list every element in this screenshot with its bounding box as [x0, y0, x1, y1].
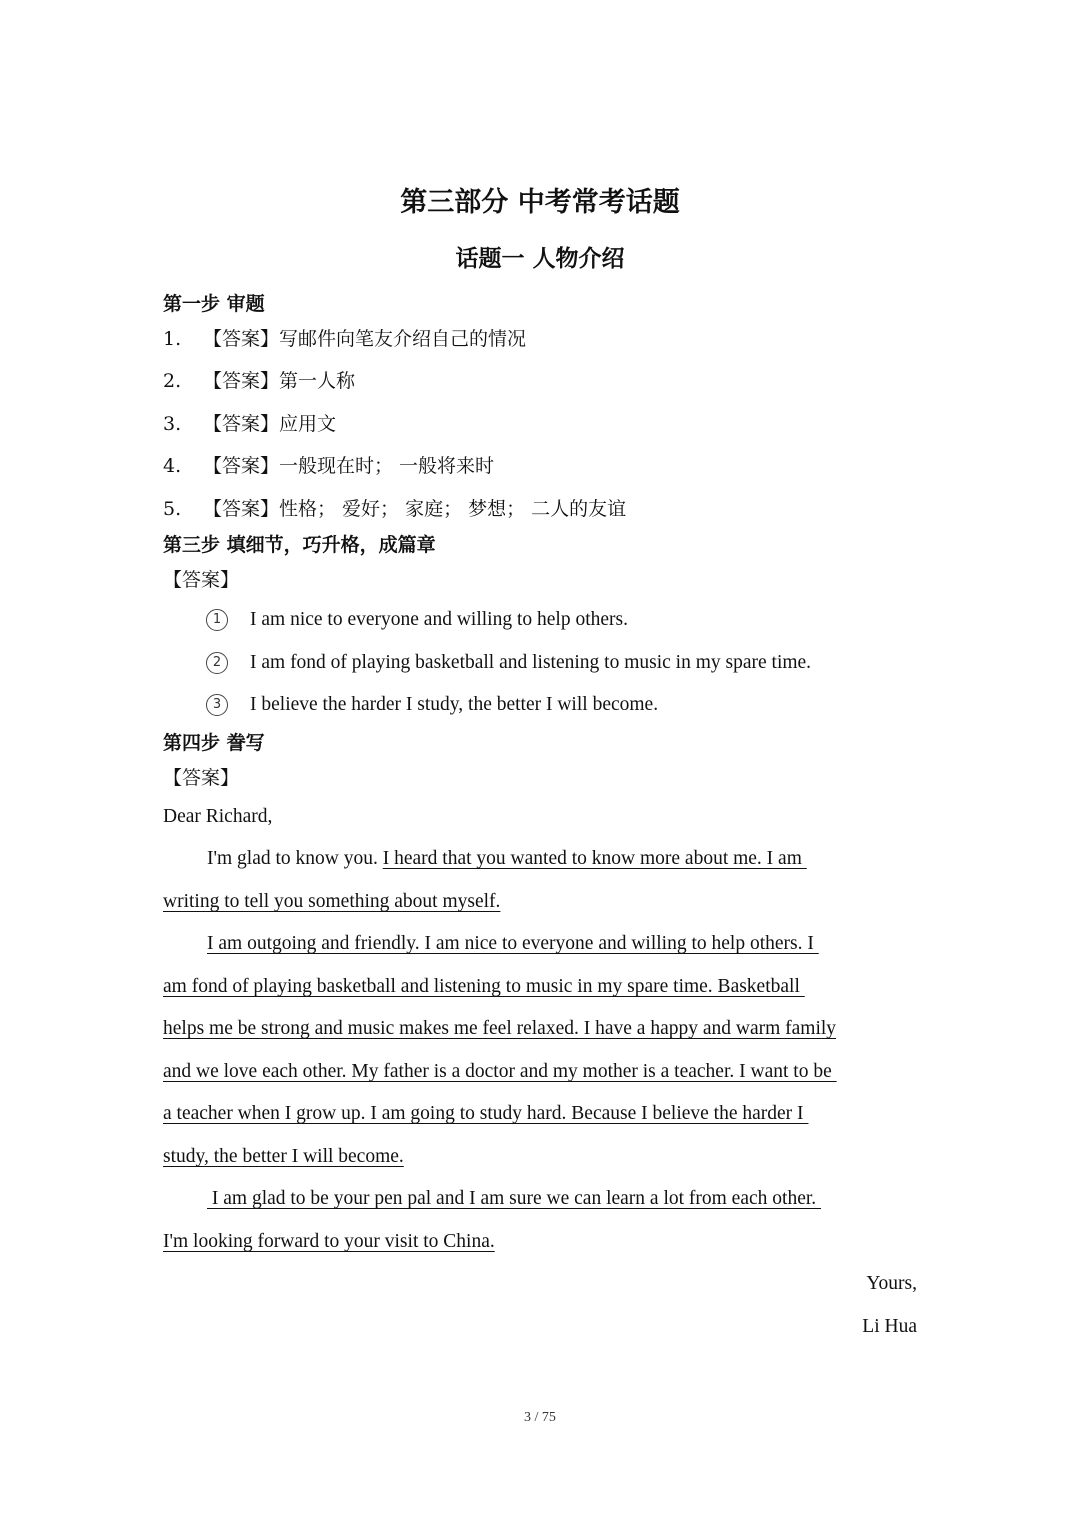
letter-signature: Li Hua	[862, 1316, 917, 1337]
step3-item-2	[206, 651, 811, 674]
answer-text: 【答案】应用文	[203, 413, 337, 435]
item-text: I am nice to everyone and willing to help others.	[250, 609, 628, 630]
step4-answer-label: 【答案】	[163, 767, 240, 789]
item-text: I believe the harder I study, the better I will become.	[250, 694, 659, 715]
answer-text: 【答案】写邮件向笔友介绍自己的情况	[203, 328, 527, 350]
answer-number: 1.	[163, 328, 182, 350]
step1-answer-1	[163, 324, 526, 351]
step1-heading: 第一步 审题	[163, 293, 265, 315]
step3-item-3	[206, 693, 658, 716]
page-title: 第三部分 中考常考话题	[400, 187, 680, 218]
page-number: 3 / 75	[524, 1410, 556, 1425]
answer-number: 3.	[163, 413, 182, 435]
step3-answer-label: 【答案】	[163, 569, 240, 591]
letter-line-7: a teacher when I grow up. I am going to study hard. Because I believe the harder I	[163, 1103, 809, 1124]
letter-line-4: am fond of playing basketball and listening to music in my spare time. Basketball	[163, 976, 805, 997]
answer-text: 【答案】一般现在时； 一般将来时	[203, 455, 495, 477]
step4-heading: 第四步 誊写	[163, 732, 265, 754]
step3-heading: 第三步 填细节，巧升格，成篇章	[163, 534, 436, 556]
step1-answer-2	[163, 366, 355, 393]
step1-answer-5	[163, 494, 626, 521]
letter-line-3: I am outgoing and friendly. I am nice to everyone and willing to help others. I	[207, 933, 819, 954]
letter-closing: Yours,	[866, 1273, 917, 1294]
step1-answer-3	[163, 409, 336, 436]
letter-text-plain: I'm glad to know you.	[207, 848, 383, 869]
answer-number: 5.	[163, 498, 182, 520]
topic-title: 话题一 人物介绍	[455, 246, 625, 272]
letter-line-6: and we love each other. My father is a doctor and my mother is a teacher. I want to be	[163, 1061, 837, 1082]
step1-answer-4	[163, 451, 494, 478]
letter-line-10: I'm looking forward to your visit to China.	[163, 1231, 495, 1252]
letter-line-5: helps me be strong and music makes me feel relaxed. I have a happy and warm family	[163, 1018, 837, 1039]
item-text: I am fond of playing basketball and listening to music in my spare time.	[250, 652, 812, 673]
letter-line-9: I am glad to be your pen pal and I am sure we can learn a lot from each other.	[207, 1188, 822, 1209]
answer-text: 【答案】性格； 爱好； 家庭； 梦想； 二人的友谊	[203, 498, 627, 520]
answer-number: 4.	[163, 455, 182, 477]
step3-item-1	[206, 608, 628, 631]
letter-greeting: Dear Richard,	[163, 806, 273, 827]
circled-number-3: 3	[206, 694, 228, 716]
letter-line-8: study, the better I will become.	[163, 1146, 404, 1167]
circled-number-1: 1	[206, 609, 228, 631]
letter-line-1	[207, 848, 807, 870]
letter-text-underlined: I heard that you wanted to know more about me. I am	[382, 848, 807, 869]
answer-number: 2.	[163, 370, 182, 392]
answer-text: 【答案】第一人称	[203, 370, 356, 392]
circled-number-2: 2	[206, 652, 228, 674]
letter-line-2: writing to tell you something about myself.	[163, 891, 501, 912]
